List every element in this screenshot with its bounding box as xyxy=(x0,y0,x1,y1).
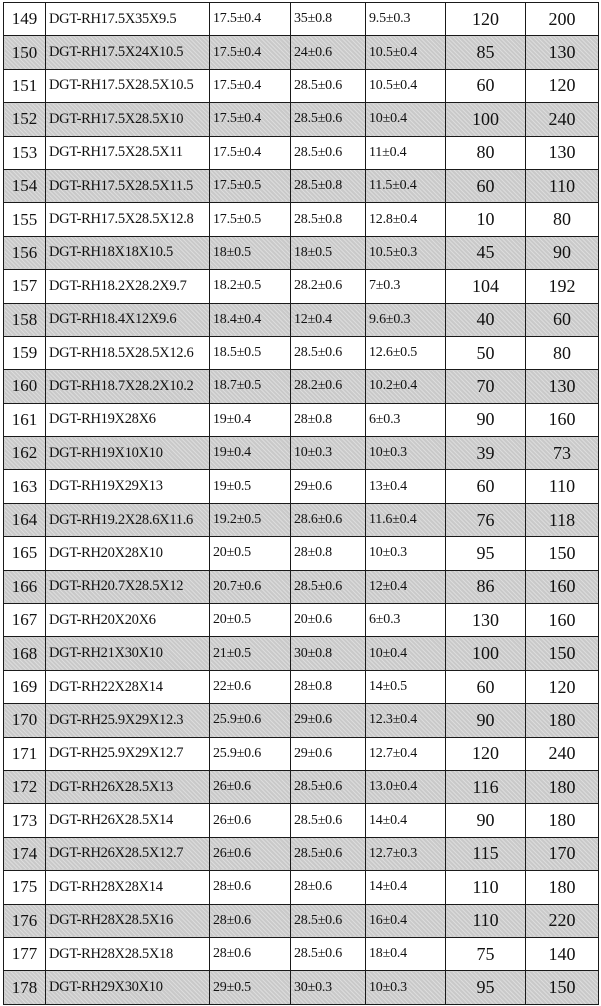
value-2-cell: 180 xyxy=(526,871,599,904)
outer-diameter-cell: 28.5±0.6 xyxy=(291,837,366,870)
thickness-cell: 12±0.4 xyxy=(366,570,446,603)
inner-diameter-cell: 19±0.4 xyxy=(210,437,291,470)
value-2-cell: 130 xyxy=(526,370,599,403)
outer-diameter-cell: 24±0.6 xyxy=(291,36,366,69)
outer-diameter-cell: 30±0.8 xyxy=(291,637,366,670)
inner-diameter-cell: 19.2±0.5 xyxy=(210,503,291,536)
row-number-cell: 166 xyxy=(4,570,46,603)
table-row xyxy=(4,403,599,436)
inner-diameter-cell: 25.9±0.6 xyxy=(210,704,291,737)
model-cell: DGT-RH19X28X6 xyxy=(46,403,210,436)
value-2-cell: 160 xyxy=(526,570,599,603)
model-cell: DGT-RH26X28.5X14 xyxy=(46,804,210,837)
outer-diameter-cell: 18±0.5 xyxy=(291,236,366,269)
outer-diameter-cell: 28±0.6 xyxy=(291,871,366,904)
row-number-cell: 168 xyxy=(4,637,46,670)
model-cell: DGT-RH29X30X10 xyxy=(46,971,210,1004)
thickness-cell: 10±0.3 xyxy=(366,971,446,1004)
model-cell: DGT-RH18.4X12X9.6 xyxy=(46,303,210,336)
value-2-cell: 240 xyxy=(526,103,599,136)
table-row xyxy=(4,270,599,303)
row-number-cell: 149 xyxy=(4,3,46,36)
value-1-cell: 75 xyxy=(446,937,526,970)
table-row xyxy=(4,837,599,870)
thickness-cell: 14±0.5 xyxy=(366,670,446,703)
inner-diameter-cell: 26±0.6 xyxy=(210,770,291,803)
value-1-cell: 85 xyxy=(446,36,526,69)
value-2-cell: 180 xyxy=(526,804,599,837)
inner-diameter-cell: 18.4±0.4 xyxy=(210,303,291,336)
model-cell: DGT-RH19.2X28.6X11.6 xyxy=(46,503,210,536)
value-1-cell: 80 xyxy=(446,136,526,169)
thickness-cell: 12.7±0.3 xyxy=(366,837,446,870)
inner-diameter-cell: 19±0.4 xyxy=(210,403,291,436)
table-row xyxy=(4,570,599,603)
table-row xyxy=(4,370,599,403)
model-cell: DGT-RH26X28.5X12.7 xyxy=(46,837,210,870)
inner-diameter-cell: 17.5±0.5 xyxy=(210,169,291,202)
row-number-cell: 152 xyxy=(4,103,46,136)
value-2-cell: 192 xyxy=(526,270,599,303)
value-2-cell: 80 xyxy=(526,336,599,369)
thickness-cell: 10.2±0.4 xyxy=(366,370,446,403)
outer-diameter-cell: 28.5±0.6 xyxy=(291,69,366,102)
value-2-cell: 160 xyxy=(526,403,599,436)
outer-diameter-cell: 30±0.3 xyxy=(291,971,366,1004)
thickness-cell: 12.7±0.4 xyxy=(366,737,446,770)
value-1-cell: 86 xyxy=(446,570,526,603)
table-row xyxy=(4,637,599,670)
inner-diameter-cell: 21±0.5 xyxy=(210,637,291,670)
table-row xyxy=(4,971,599,1004)
model-cell: DGT-RH28X28.5X16 xyxy=(46,904,210,937)
outer-diameter-cell: 28.5±0.6 xyxy=(291,136,366,169)
value-1-cell: 104 xyxy=(446,270,526,303)
row-number-cell: 163 xyxy=(4,470,46,503)
value-1-cell: 60 xyxy=(446,69,526,102)
row-number-cell: 169 xyxy=(4,670,46,703)
thickness-cell: 18±0.4 xyxy=(366,937,446,970)
value-2-cell: 220 xyxy=(526,904,599,937)
value-2-cell: 73 xyxy=(526,437,599,470)
table-row xyxy=(4,437,599,470)
model-cell: DGT-RH21X30X10 xyxy=(46,637,210,670)
value-1-cell: 110 xyxy=(446,904,526,937)
row-number-cell: 173 xyxy=(4,804,46,837)
row-number-cell: 150 xyxy=(4,36,46,69)
value-1-cell: 100 xyxy=(446,637,526,670)
inner-diameter-cell: 18.2±0.5 xyxy=(210,270,291,303)
inner-diameter-cell: 20.7±0.6 xyxy=(210,570,291,603)
model-cell: DGT-RH25.9X29X12.3 xyxy=(46,704,210,737)
table-row xyxy=(4,336,599,369)
inner-diameter-cell: 26±0.6 xyxy=(210,804,291,837)
model-cell: DGT-RH20X20X6 xyxy=(46,604,210,637)
row-number-cell: 161 xyxy=(4,403,46,436)
table-row xyxy=(4,503,599,536)
value-1-cell: 60 xyxy=(446,470,526,503)
thickness-cell: 13±0.4 xyxy=(366,470,446,503)
table-row xyxy=(4,737,599,770)
model-cell: DGT-RH18X18X10.5 xyxy=(46,236,210,269)
outer-diameter-cell: 28.5±0.6 xyxy=(291,770,366,803)
table-row xyxy=(4,69,599,102)
thickness-cell: 12.3±0.4 xyxy=(366,704,446,737)
table-row xyxy=(4,103,599,136)
value-2-cell: 180 xyxy=(526,770,599,803)
value-2-cell: 170 xyxy=(526,837,599,870)
model-cell: DGT-RH19X29X13 xyxy=(46,470,210,503)
value-1-cell: 120 xyxy=(446,3,526,36)
outer-diameter-cell: 28.5±0.8 xyxy=(291,169,366,202)
outer-diameter-cell: 10±0.3 xyxy=(291,437,366,470)
row-number-cell: 153 xyxy=(4,136,46,169)
thickness-cell: 10±0.4 xyxy=(366,637,446,670)
table-row xyxy=(4,937,599,970)
value-1-cell: 90 xyxy=(446,804,526,837)
outer-diameter-cell: 12±0.4 xyxy=(291,303,366,336)
value-1-cell: 76 xyxy=(446,503,526,536)
outer-diameter-cell: 35±0.8 xyxy=(291,3,366,36)
thickness-cell: 11±0.4 xyxy=(366,136,446,169)
value-1-cell: 95 xyxy=(446,537,526,570)
value-1-cell: 70 xyxy=(446,370,526,403)
thickness-cell: 11.5±0.4 xyxy=(366,169,446,202)
thickness-cell: 10.5±0.4 xyxy=(366,69,446,102)
model-cell: DGT-RH18.5X28.5X12.6 xyxy=(46,336,210,369)
inner-diameter-cell: 18±0.5 xyxy=(210,236,291,269)
inner-diameter-cell: 17.5±0.4 xyxy=(210,103,291,136)
thickness-cell: 12.6±0.5 xyxy=(366,336,446,369)
outer-diameter-cell: 28.5±0.6 xyxy=(291,103,366,136)
value-1-cell: 95 xyxy=(446,971,526,1004)
thickness-cell: 10±0.3 xyxy=(366,537,446,570)
value-1-cell: 40 xyxy=(446,303,526,336)
value-2-cell: 120 xyxy=(526,670,599,703)
model-cell: DGT-RH17.5X28.5X11.5 xyxy=(46,169,210,202)
row-number-cell: 174 xyxy=(4,837,46,870)
model-cell: DGT-RH17.5X35X9.5 xyxy=(46,3,210,36)
outer-diameter-cell: 28.5±0.6 xyxy=(291,570,366,603)
value-2-cell: 90 xyxy=(526,236,599,269)
inner-diameter-cell: 17.5±0.4 xyxy=(210,36,291,69)
model-cell: DGT-RH17.5X28.5X11 xyxy=(46,136,210,169)
inner-diameter-cell: 18.7±0.5 xyxy=(210,370,291,403)
inner-diameter-cell: 28±0.6 xyxy=(210,871,291,904)
model-cell: DGT-RH25.9X29X12.7 xyxy=(46,737,210,770)
value-1-cell: 45 xyxy=(446,236,526,269)
thickness-cell: 6±0.3 xyxy=(366,403,446,436)
value-2-cell: 150 xyxy=(526,971,599,1004)
inner-diameter-cell: 17.5±0.4 xyxy=(210,136,291,169)
outer-diameter-cell: 28.5±0.6 xyxy=(291,937,366,970)
spec-table xyxy=(3,2,599,1005)
thickness-cell: 7±0.3 xyxy=(366,270,446,303)
table-row xyxy=(4,704,599,737)
model-cell: DGT-RH17.5X28.5X10.5 xyxy=(46,69,210,102)
row-number-cell: 171 xyxy=(4,737,46,770)
thickness-cell: 9.5±0.3 xyxy=(366,3,446,36)
row-number-cell: 151 xyxy=(4,69,46,102)
row-number-cell: 158 xyxy=(4,303,46,336)
value-2-cell: 130 xyxy=(526,36,599,69)
inner-diameter-cell: 29±0.5 xyxy=(210,971,291,1004)
row-number-cell: 162 xyxy=(4,437,46,470)
row-number-cell: 164 xyxy=(4,503,46,536)
value-2-cell: 110 xyxy=(526,169,599,202)
table-row xyxy=(4,904,599,937)
model-cell: DGT-RH17.5X28.5X10 xyxy=(46,103,210,136)
outer-diameter-cell: 28±0.8 xyxy=(291,670,366,703)
outer-diameter-cell: 28±0.8 xyxy=(291,537,366,570)
model-cell: DGT-RH26X28.5X13 xyxy=(46,770,210,803)
row-number-cell: 157 xyxy=(4,270,46,303)
outer-diameter-cell: 28.6±0.6 xyxy=(291,503,366,536)
value-1-cell: 50 xyxy=(446,336,526,369)
value-2-cell: 140 xyxy=(526,937,599,970)
row-number-cell: 160 xyxy=(4,370,46,403)
value-1-cell: 39 xyxy=(446,437,526,470)
table-row xyxy=(4,36,599,69)
model-cell: DGT-RH17.5X24X10.5 xyxy=(46,36,210,69)
outer-diameter-cell: 29±0.6 xyxy=(291,704,366,737)
row-number-cell: 156 xyxy=(4,236,46,269)
thickness-cell: 16±0.4 xyxy=(366,904,446,937)
value-1-cell: 10 xyxy=(446,203,526,236)
thickness-cell: 10.5±0.3 xyxy=(366,236,446,269)
value-2-cell: 150 xyxy=(526,637,599,670)
value-2-cell: 120 xyxy=(526,69,599,102)
row-number-cell: 175 xyxy=(4,871,46,904)
value-2-cell: 240 xyxy=(526,737,599,770)
value-1-cell: 100 xyxy=(446,103,526,136)
value-2-cell: 80 xyxy=(526,203,599,236)
inner-diameter-cell: 17.5±0.4 xyxy=(210,3,291,36)
value-1-cell: 60 xyxy=(446,670,526,703)
value-1-cell: 90 xyxy=(446,704,526,737)
table-row xyxy=(4,203,599,236)
row-number-cell: 177 xyxy=(4,937,46,970)
inner-diameter-cell: 17.5±0.4 xyxy=(210,69,291,102)
value-1-cell: 60 xyxy=(446,169,526,202)
table-row xyxy=(4,770,599,803)
inner-diameter-cell: 28±0.6 xyxy=(210,904,291,937)
model-cell: DGT-RH19X10X10 xyxy=(46,437,210,470)
value-1-cell: 120 xyxy=(446,737,526,770)
row-number-cell: 176 xyxy=(4,904,46,937)
model-cell: DGT-RH20.7X28.5X12 xyxy=(46,570,210,603)
inner-diameter-cell: 22±0.6 xyxy=(210,670,291,703)
row-number-cell: 155 xyxy=(4,203,46,236)
inner-diameter-cell: 20±0.5 xyxy=(210,604,291,637)
outer-diameter-cell: 28.5±0.8 xyxy=(291,203,366,236)
model-cell: DGT-RH22X28X14 xyxy=(46,670,210,703)
inner-diameter-cell: 19±0.5 xyxy=(210,470,291,503)
table-row xyxy=(4,3,599,36)
inner-diameter-cell: 17.5±0.5 xyxy=(210,203,291,236)
outer-diameter-cell: 28.5±0.6 xyxy=(291,804,366,837)
thickness-cell: 10.5±0.4 xyxy=(366,36,446,69)
table-row xyxy=(4,670,599,703)
inner-diameter-cell: 28±0.6 xyxy=(210,937,291,970)
thickness-cell: 14±0.4 xyxy=(366,871,446,904)
table-row xyxy=(4,236,599,269)
inner-diameter-cell: 20±0.5 xyxy=(210,537,291,570)
value-2-cell: 110 xyxy=(526,470,599,503)
spec-table-body xyxy=(4,3,599,1005)
outer-diameter-cell: 20±0.6 xyxy=(291,604,366,637)
outer-diameter-cell: 28.2±0.6 xyxy=(291,370,366,403)
outer-diameter-cell: 29±0.6 xyxy=(291,737,366,770)
table-row xyxy=(4,169,599,202)
row-number-cell: 178 xyxy=(4,971,46,1004)
thickness-cell: 14±0.4 xyxy=(366,804,446,837)
row-number-cell: 165 xyxy=(4,537,46,570)
thickness-cell: 6±0.3 xyxy=(366,604,446,637)
thickness-cell: 10±0.4 xyxy=(366,103,446,136)
table-row xyxy=(4,136,599,169)
outer-diameter-cell: 28.2±0.6 xyxy=(291,270,366,303)
outer-diameter-cell: 29±0.6 xyxy=(291,470,366,503)
row-number-cell: 170 xyxy=(4,704,46,737)
inner-diameter-cell: 18.5±0.5 xyxy=(210,336,291,369)
thickness-cell: 11.6±0.4 xyxy=(366,503,446,536)
value-1-cell: 115 xyxy=(446,837,526,870)
row-number-cell: 172 xyxy=(4,770,46,803)
model-cell: DGT-RH20X28X10 xyxy=(46,537,210,570)
value-1-cell: 90 xyxy=(446,403,526,436)
model-cell: DGT-RH17.5X28.5X12.8 xyxy=(46,203,210,236)
table-row xyxy=(4,604,599,637)
thickness-cell: 13.0±0.4 xyxy=(366,770,446,803)
row-number-cell: 154 xyxy=(4,169,46,202)
outer-diameter-cell: 28±0.8 xyxy=(291,403,366,436)
value-2-cell: 60 xyxy=(526,303,599,336)
thickness-cell: 12.8±0.4 xyxy=(366,203,446,236)
value-2-cell: 160 xyxy=(526,604,599,637)
row-number-cell: 167 xyxy=(4,604,46,637)
table-row xyxy=(4,470,599,503)
inner-diameter-cell: 25.9±0.6 xyxy=(210,737,291,770)
model-cell: DGT-RH28X28.5X18 xyxy=(46,937,210,970)
thickness-cell: 10±0.3 xyxy=(366,437,446,470)
value-2-cell: 150 xyxy=(526,537,599,570)
value-1-cell: 130 xyxy=(446,604,526,637)
outer-diameter-cell: 28.5±0.6 xyxy=(291,904,366,937)
model-cell: DGT-RH18.2X28.2X9.7 xyxy=(46,270,210,303)
inner-diameter-cell: 26±0.6 xyxy=(210,837,291,870)
value-2-cell: 200 xyxy=(526,3,599,36)
table-row xyxy=(4,537,599,570)
value-1-cell: 110 xyxy=(446,871,526,904)
table-row xyxy=(4,804,599,837)
table-row xyxy=(4,871,599,904)
model-cell: DGT-RH28X28X14 xyxy=(46,871,210,904)
table-row xyxy=(4,303,599,336)
outer-diameter-cell: 28.5±0.6 xyxy=(291,336,366,369)
thickness-cell: 9.6±0.3 xyxy=(366,303,446,336)
value-2-cell: 180 xyxy=(526,704,599,737)
value-2-cell: 118 xyxy=(526,503,599,536)
model-cell: DGT-RH18.7X28.2X10.2 xyxy=(46,370,210,403)
row-number-cell: 159 xyxy=(4,336,46,369)
value-2-cell: 130 xyxy=(526,136,599,169)
value-1-cell: 116 xyxy=(446,770,526,803)
